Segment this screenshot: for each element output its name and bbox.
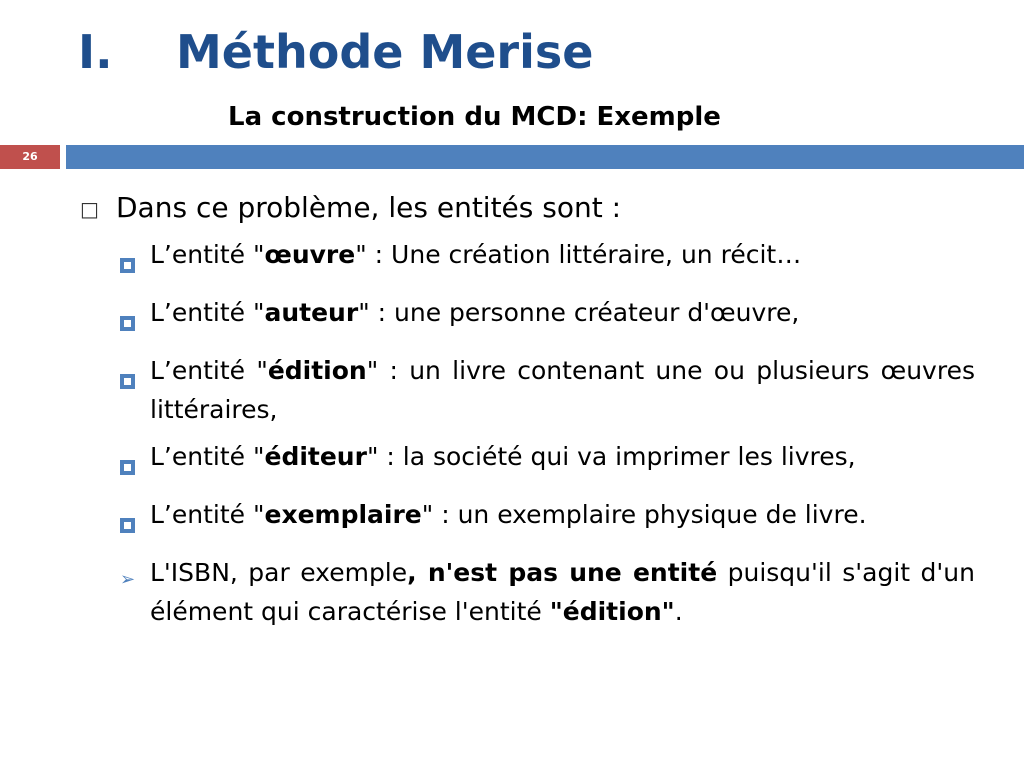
entity-term: édition — [267, 355, 367, 385]
list-item — [120, 496, 975, 545]
list-item-text: L’entité "auteur" : une personne créateur d'œuvre, — [150, 298, 800, 328]
entity-term: exemplaire — [264, 500, 422, 530]
slide-subtitle: La construction du MCD: Exemple — [228, 102, 721, 132]
square-bullet-icon — [120, 460, 135, 475]
entity-term: œuvre — [264, 240, 356, 270]
slide-title — [78, 26, 593, 79]
square-bullet-icon — [120, 316, 135, 331]
list-item — [120, 438, 975, 487]
entity-term: éditeur — [264, 442, 367, 472]
square-bullet-icon — [120, 374, 135, 389]
note-text: L'ISBN, par exemple, n'est pas une entité puisqu'il s'agit d'un élément qui caractérise l'entité "édition". — [150, 557, 975, 626]
slide-content — [80, 190, 975, 640]
arrow-bullet-icon: ➢ — [120, 568, 136, 590]
title-text: Méthode Merise — [176, 25, 594, 79]
list-item-text: L’entité "éditeur" : la société qui va imprimer les livres, — [150, 442, 856, 472]
slide-number: 26 — [0, 145, 60, 169]
square-bullet-icon — [120, 258, 135, 273]
title-number: I. — [78, 25, 113, 79]
entity-term: auteur — [264, 298, 359, 328]
intro-bullet — [80, 190, 975, 226]
note-entity-term: "édition" — [549, 596, 675, 626]
list-item — [120, 236, 975, 285]
list-item-text: L’entité "exemplaire" : un exemplaire physique de livre. — [150, 500, 867, 530]
list-item — [120, 352, 975, 430]
list-item-text: L’entité "œuvre" : Une création littéraire, un récit… — [150, 240, 802, 270]
note-item — [120, 554, 975, 632]
list-item — [120, 294, 975, 343]
note-emphasis: , n'est pas une entité — [407, 557, 718, 587]
list-item-text: L’entité "édition" : un livre contenant une ou plusieurs œuvres littéraires, — [150, 355, 975, 424]
square-bullet-icon — [120, 518, 135, 533]
intro-text: Dans ce problème, les entités sont : — [116, 191, 622, 224]
blue-divider-bar — [66, 145, 1024, 169]
hollow-square-icon: □ — [80, 197, 99, 221]
header-bar — [0, 145, 1024, 169]
